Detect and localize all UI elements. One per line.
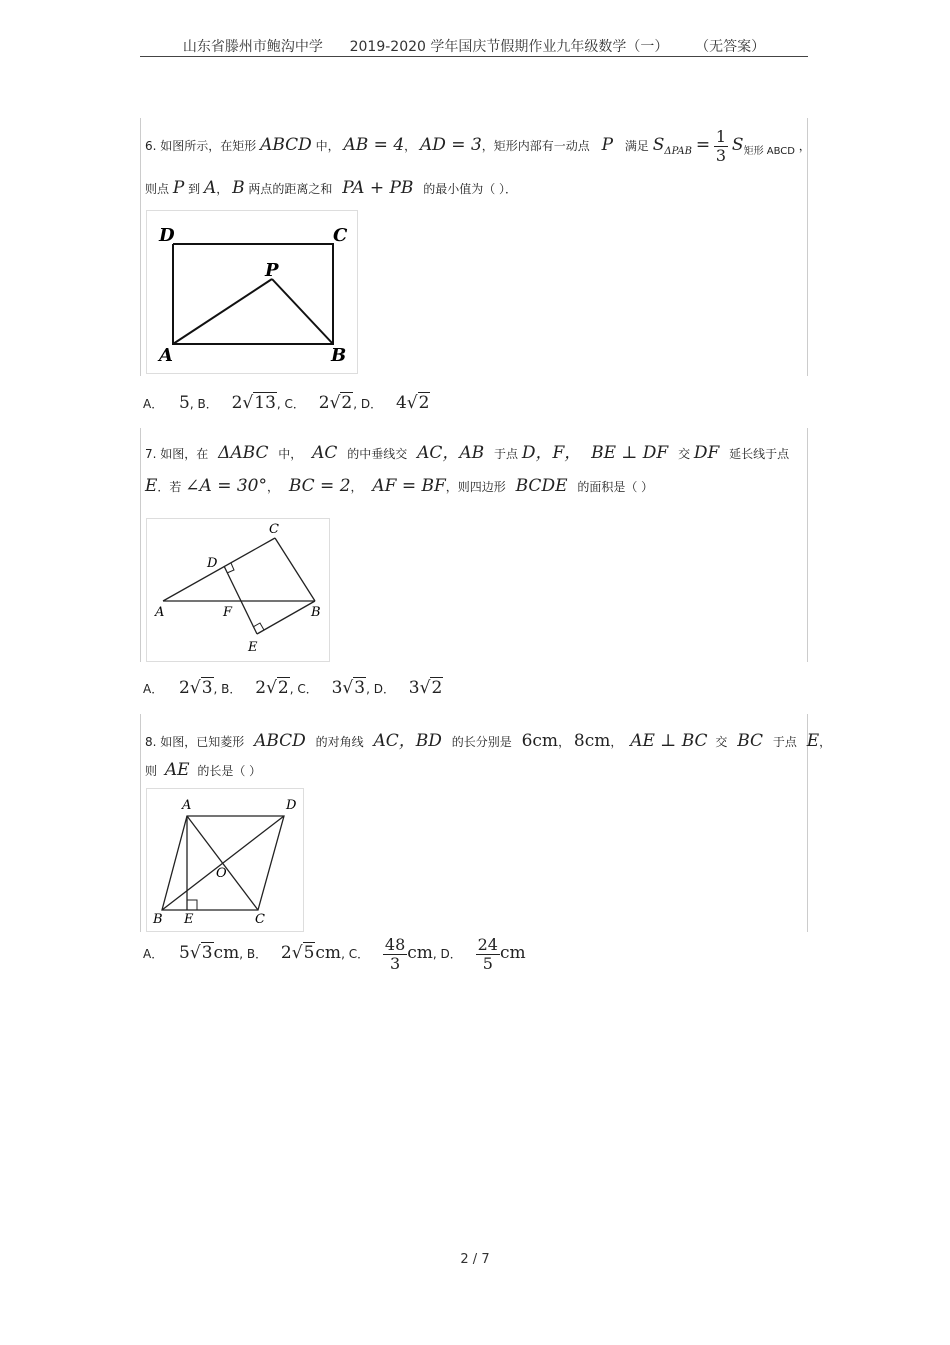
q6-label-c: C xyxy=(333,225,348,246)
page-header: 山东省滕州市鲍沟中学 2019-2020 学年国庆节假期作业九年级数学（一） （无答案） xyxy=(140,36,808,57)
question-6 xyxy=(140,118,811,376)
q7-options: A． 2√3, B． 2√2, C． 3√3, D． 3√2 xyxy=(143,678,443,698)
q8-line-1: 8. 如图，已知菱形 ABCD 的对角线 AC，BD 的长分别是 6cm， 8cm， AE ⊥ BC 交 BC 于点 E， xyxy=(145,731,832,751)
q7-segment-de xyxy=(224,566,257,634)
q7-segment-eb xyxy=(257,601,315,634)
q8-right-angle-e xyxy=(187,900,197,910)
q6-figure xyxy=(146,210,358,374)
question-7 xyxy=(140,428,808,662)
q7-label-c: C xyxy=(269,522,279,537)
q7-label-d: D xyxy=(207,556,218,571)
q6-options: A． 5, B． 2√13, C． 2√2, D． 4√2 xyxy=(143,393,430,413)
q7-line-1: 7. 如图，在 ΔABC 中， AC 的中垂线交 AC，AB 于点 D，F， BE ⊥ DF 交 DF 延长线于点 xyxy=(145,443,790,463)
page-number: 2 / 7 xyxy=(460,1252,490,1267)
q6-fraction: $\frac{1}{3}$ xyxy=(715,127,727,165)
q7-label-f: F xyxy=(223,605,233,620)
q7-segment-ac xyxy=(163,538,275,601)
q8-diagonal-bd xyxy=(162,816,284,910)
q6-line-2: 则点 P 到 A， B 两点的距离之和 PA + PB 的最小值为（ ）． xyxy=(145,178,518,198)
q8-option-d-fraction: $\frac{24}{5}$ xyxy=(477,935,498,973)
q8-line-2: 则 AE 的长是（ ） xyxy=(145,760,262,780)
q7-label-a: A xyxy=(155,605,165,620)
q8-figure xyxy=(146,788,304,932)
q8-label-a: A xyxy=(182,798,192,813)
q8-label-d: D xyxy=(286,798,297,813)
q6-label-p: P xyxy=(265,260,279,281)
q7-label-b: B xyxy=(311,605,321,620)
q6-line-1: 6. 如图所示，在矩形 ABCD 中， AB = 4， AD = 3，矩形内部有一动点 P 满足 $S_{\Delta PAB}$ = $\frac{1}{3}$ $S_{矩形 ABCD}$ ， xyxy=(145,127,811,165)
q8-option-c-fraction: $\frac{48}{3}$ xyxy=(384,935,406,973)
q7-segment-cb xyxy=(275,538,315,601)
q7-figure xyxy=(146,518,330,662)
q6-label-d: D xyxy=(159,225,175,246)
q8-options: A． 5√3cm, B． 2√5cm, C． $\frac{48}{3}$ cm, D． $\frac{24}{5}$ cm xyxy=(143,935,526,973)
q7-line-2: E．若 ∠A = 30°， BC = 2， AF = BF，则四边形 BCDE 的面积是（ ） xyxy=(145,476,654,496)
q7-label-e: E xyxy=(248,640,258,655)
q6-segment-pa xyxy=(173,279,272,344)
question-8 xyxy=(140,714,832,932)
q6-label-a: A xyxy=(159,345,173,366)
q8-label-o: O xyxy=(216,866,227,881)
q8-label-e: E xyxy=(184,912,194,927)
q6-label-b: B xyxy=(331,345,347,366)
q8-label-c: C xyxy=(255,912,265,927)
q8-label-b: B xyxy=(153,912,163,927)
q6-segment-pb xyxy=(272,279,333,344)
